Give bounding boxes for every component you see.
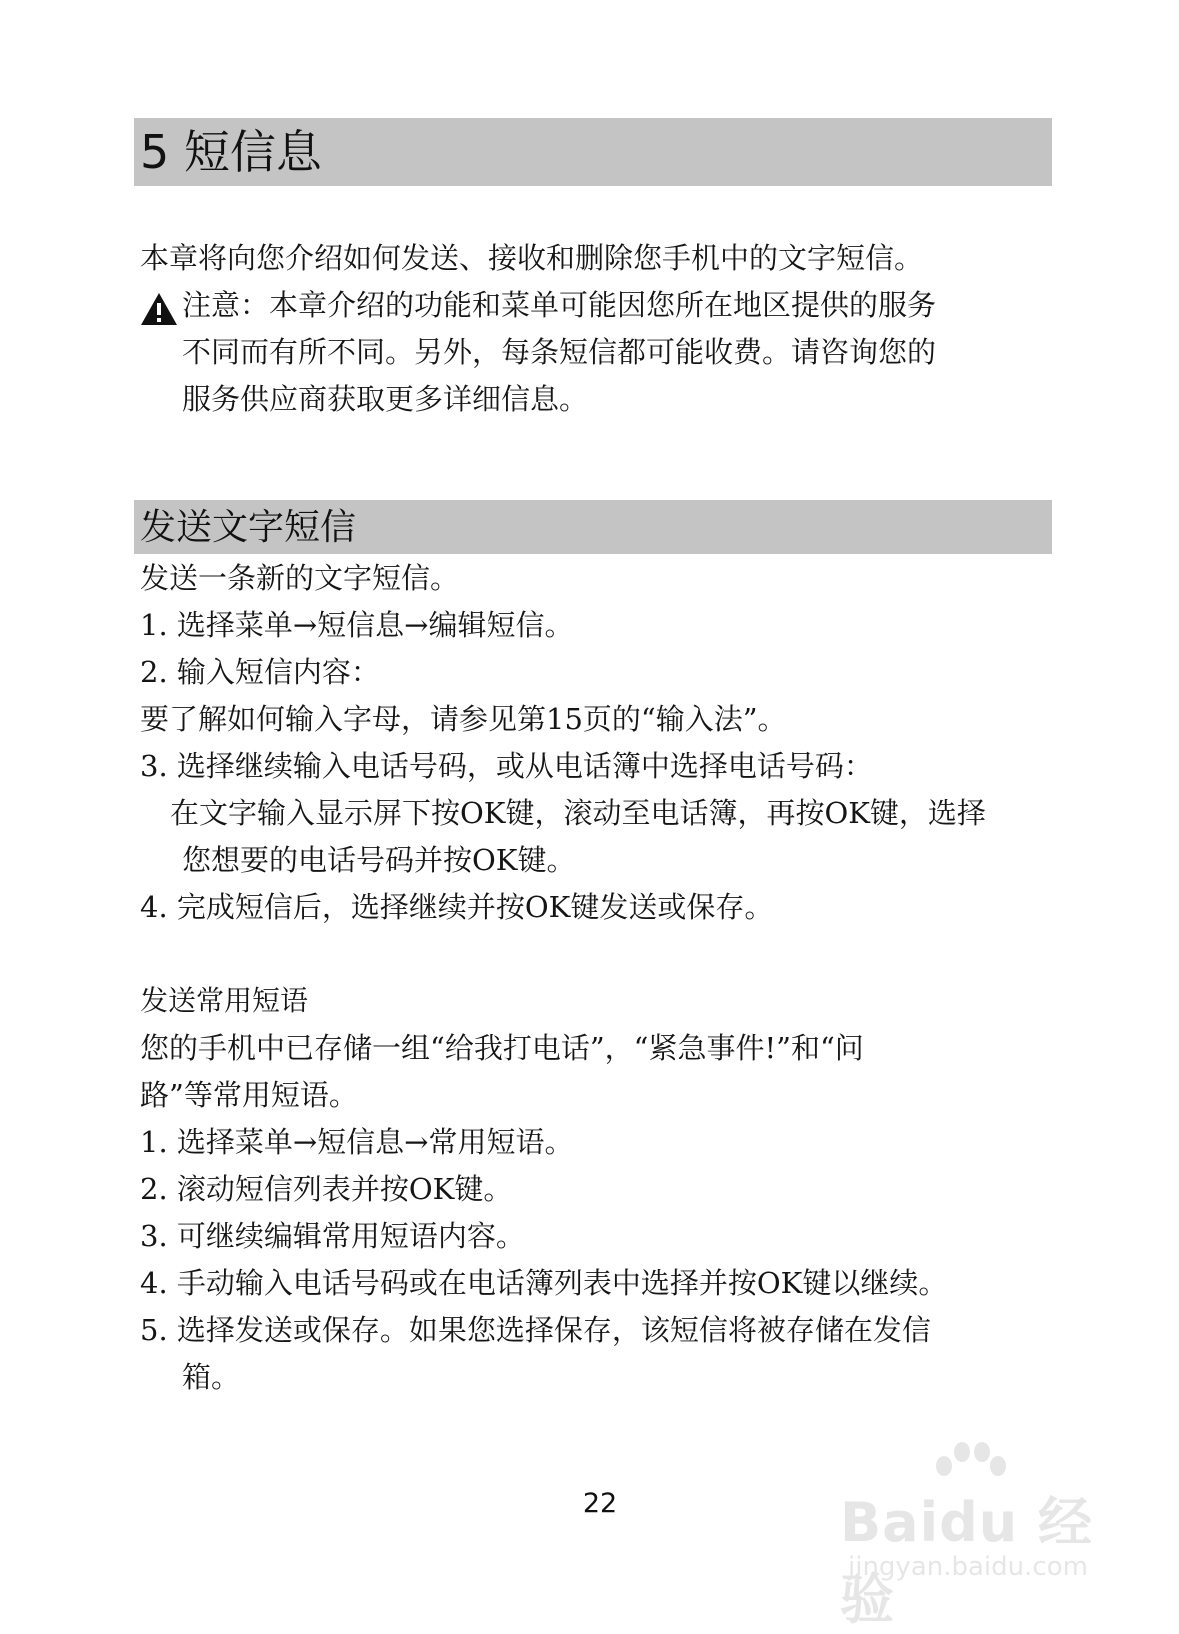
step-line: 1. 选择菜单→短信息→常用短语。: [140, 1125, 574, 1159]
body-line: 要了解如何输入字母，请参见第15页的“输入法”。: [140, 702, 787, 736]
intro-text: 本章将向您介绍如何发送、接收和删除您手机中的文字短信。: [140, 241, 924, 275]
body-line: 发送一条新的文字短信。: [140, 561, 460, 595]
note-line: 注意：本章介绍的功能和菜单可能因您所在地区提供的服务: [182, 288, 937, 322]
step-line: 3. 选择继续输入电话号码，或从电话簿中选择电话号码：: [140, 749, 873, 783]
baidu-watermark: [840, 1440, 1140, 1631]
body-line: 路”等常用短语。: [140, 1078, 358, 1112]
page-number: 22: [582, 1488, 618, 1519]
step-line: 5. 选择发送或保存。如果您选择保存，该短信将被存储在发信: [140, 1313, 931, 1347]
note-line: 服务供应商获取更多详细信息。: [182, 382, 589, 416]
note-line: 不同而有所不同。另外，每条短信都可能收费。请咨询您的: [182, 335, 937, 369]
chapter-title: 5 短信息: [134, 118, 1052, 186]
subsection-title-common-phrases: 发送常用短语: [140, 984, 309, 1017]
step-line: 3. 可继续编辑常用短语内容。: [140, 1219, 525, 1253]
watermark-logo: Baidu 经验: [840, 1491, 1094, 1631]
step-line: 2. 滚动短信列表并按OK键。: [140, 1172, 513, 1206]
step-detail: 在文字输入显示屏下按OK键，滚动至电话簿，再按OK键，选择: [170, 796, 986, 830]
section-title-send-text: 发送文字短信: [134, 500, 1052, 554]
step-line: 4. 完成短信后，选择继续并按OK键发送或保存。: [140, 890, 774, 924]
step-line: 4. 手动输入电话号码或在电话簿列表中选择并按OK键以继续。: [140, 1266, 948, 1300]
step-line: 2. 输入短信内容：: [140, 655, 380, 689]
step-detail: 您想要的电话号码并按OK键。: [182, 843, 576, 877]
watermark-url: jingyan.baidu.com: [848, 1552, 1088, 1582]
step-detail: 箱。: [182, 1360, 241, 1394]
step-line: 1. 选择菜单→短信息→编辑短信。: [140, 608, 574, 642]
body-line: 您的手机中已存储一组“给我打电话”，“紧急事件!”和“问: [140, 1031, 864, 1065]
warning-icon: [140, 292, 178, 326]
